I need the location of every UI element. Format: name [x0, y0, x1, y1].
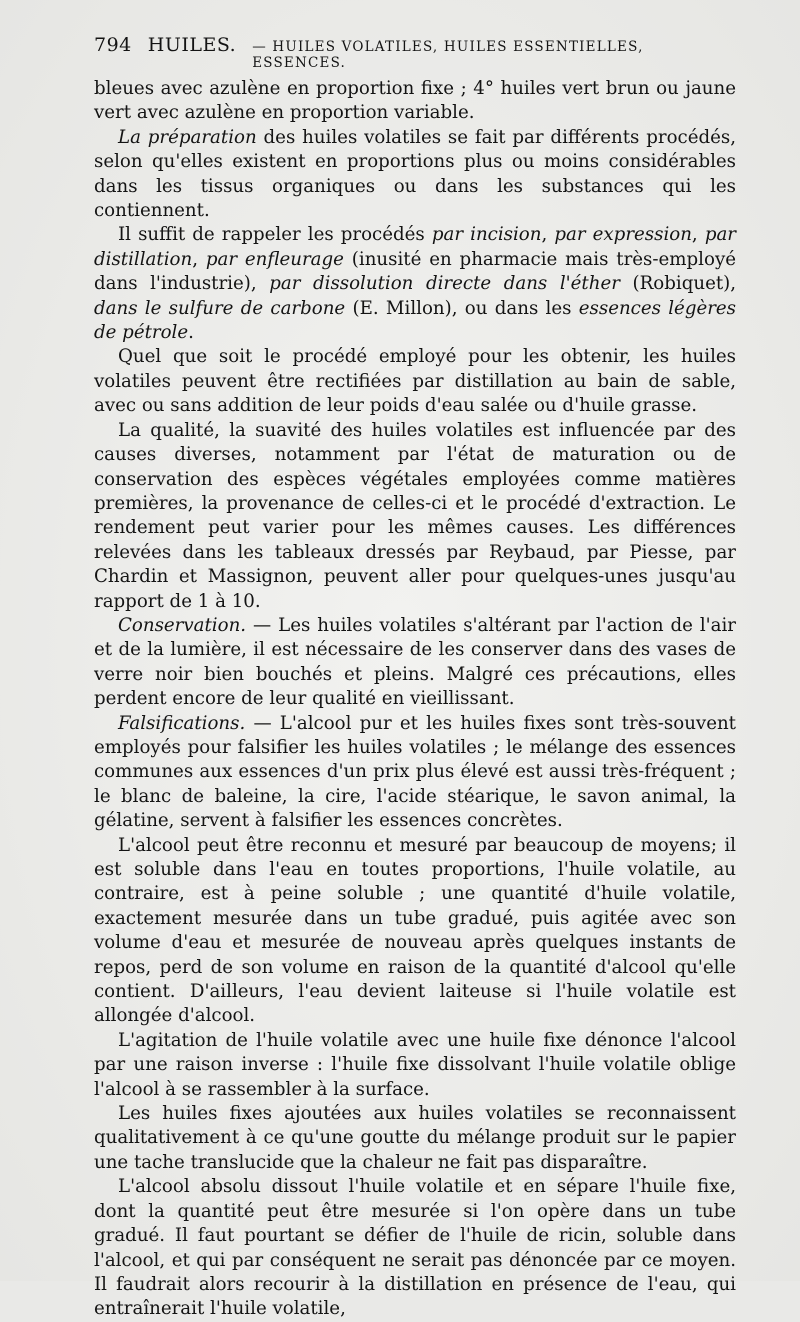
italic-text: par dissolution directe dans l'éther	[269, 273, 620, 295]
text-run: Quel que soit le procédé employé pour les obtenir, les huiles volatiles peuvent être rectifiées par distillation au bain de sable, avec ou sans addition de leur poids d'eau salée ou d'huile grasse.	[94, 346, 736, 417]
paragraph	[94, 419, 736, 614]
text-run: bleues avec azulène en proportion fixe ; 4° huiles vert brun ou jaune vert avec azulène en proportion variable.	[94, 78, 736, 124]
text-run: (E. Millon), ou dans les	[345, 297, 579, 319]
header-title: HUILES.	[147, 34, 237, 56]
text-run: Les huiles fixes ajoutées aux huiles volatiles se reconnaissent qualitativement à ce qu'une goutte du mélange produit sur le papier une tache translucide que la chaleur ne fait pas disparaître.	[94, 1103, 736, 1173]
paragraph	[94, 1175, 736, 1321]
italic-text: Falsifications.	[118, 712, 246, 734]
page-header	[94, 34, 736, 71]
paragraph	[94, 614, 736, 712]
body-text	[94, 77, 736, 1322]
paragraph	[94, 1029, 736, 1102]
text-run: L'agitation de l'huile volatile avec une huile fixe dénonce l'alcool par une raison inverse : l'huile fixe dissolvant l'huile volatile oblige l'alcool à se rassembler à la surface.	[94, 1029, 736, 1100]
running-head: — HUILES VOLATILES, HUILES ESSENTIELLES, ESSENCES.	[252, 39, 644, 71]
paragraph	[94, 834, 736, 1029]
paragraph	[94, 1102, 736, 1175]
italic-text: par distillation	[94, 224, 736, 270]
text-run: — Les huiles volatiles s'altérant par l'action de l'air et de la lumière, il est nécessaire de les conserver dans des vases de verre noir bien bouchés et pleins. Malgré ces précautions, elles perdent encore de leur qualité en vieillissant.	[94, 614, 736, 710]
italic-text: par incision	[431, 224, 542, 246]
italic-text: Conservation.	[118, 614, 247, 636]
text-run: (inusité en pharmacie mais très-employé dans l'industrie),	[94, 248, 736, 295]
italic-text: La préparation	[118, 126, 257, 148]
italic-text: essences légères de pétrole	[94, 297, 737, 344]
text-run: La qualité, la suavité des huiles volatiles est influencée par des causes diverses, notamment par l'état de maturation ou de conservation des espèces végétales employées comme matières premières, la provenance de celles-ci et le procédé d'extraction. Le rendement peut varier pour les mêmes causes. Les différences relevées dans les tableaux dressés par Reybaud, par Piesse, par Chardin et Massignon, peuvent aller pour quelques-unes jusqu'au rapport de 1 à 10.	[94, 419, 736, 612]
italic-text: par enfleurage	[205, 248, 344, 270]
text-run: ,	[192, 248, 206, 270]
text-run: L'alcool peut être reconnu et mesuré par beaucoup de moyens; il est soluble dans l'eau en toutes proportions, l'huile volatile, au contraire, est à peine soluble ; une quantité d'huile volatile, exactement mesurée dans un tube gradué, puis agitée avec son volume d'eau et mesurée de nouveau après quelques instants de repos, perd de son volume en raison de la quantité d'alcool qu'elle contient. D'ailleurs, l'eau devient laiteuse si l'huile volatile est allongée d'alcool.	[94, 834, 736, 1027]
text-run: Il suffit de rappeler les procédés	[118, 224, 432, 246]
text-run: des huiles volatiles se fait par différents procédés, selon qu'elles existent en proportions plus ou moins considérables dans les tissus organiques ou dans les substances qui les contiennent.	[94, 126, 736, 222]
paragraph	[94, 223, 736, 345]
paragraph	[94, 712, 736, 834]
text-run: ,	[541, 224, 555, 246]
text-run: ,	[691, 224, 705, 246]
paragraph	[94, 345, 736, 418]
text-run: (Robiquet),	[619, 273, 737, 295]
text-run: — L'alcool pur et les huiles fixes sont très-souvent employés pour falsifier les huiles volatiles ; le mélange des essences communes aux essences d'un prix plus élevé est aussi très-fréquent ; le blanc de baleine, la cire, l'acide stéarique, le savon animal, la gélatine, servent à falsifier les essences concrètes.	[94, 712, 736, 832]
text-run: L'alcool absolu dissout l'huile volatile et en sépare l'huile fixe, dont la quantité peut être mesurée si l'on opère dans un tube gradué. Il faut pourtant se défier de l'huile de ricin, soluble dans l'alcool, et qui par conséquent ne serait pas dénoncée par ce moyen. Il faudrait alors recourir à la distillation en présence de l'eau, qui entraînerait l'huile volatile,	[94, 1176, 736, 1320]
italic-text: par expression	[554, 224, 692, 246]
text-run: .	[188, 322, 194, 344]
italic-text: dans le sulfure de carbone	[94, 297, 346, 319]
page-number: 794	[94, 34, 132, 56]
paragraph	[94, 126, 736, 224]
paragraph	[94, 77, 736, 126]
